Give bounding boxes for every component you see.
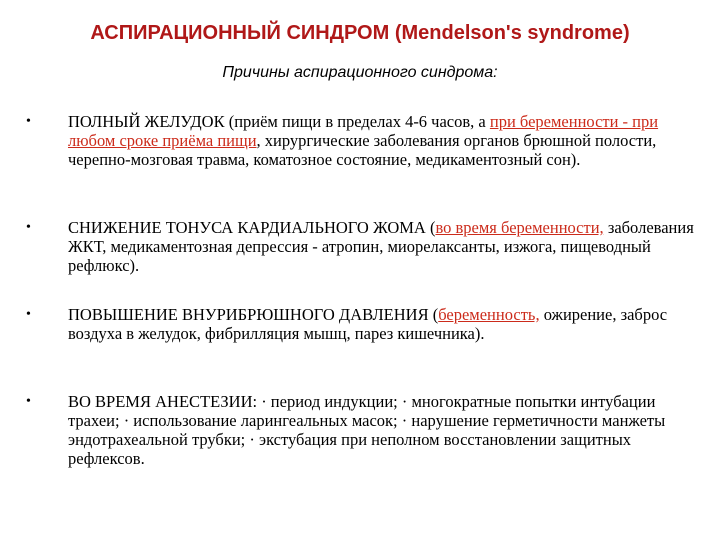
- item-highlight-link[interactable]: во время беременности,: [435, 218, 604, 237]
- list-item: [26, 218, 696, 275]
- subtitle: Причины аспирационного синдрома:: [222, 64, 498, 81]
- item-text: заболевания ЖКТ, медикаментозная депрессия - атропин, миорелаксанты, изжога, пищеводный рефлюкс).: [68, 218, 694, 275]
- item-highlight-link[interactable]: при беременности - при любом сроке приёма пищи: [68, 112, 659, 150]
- item-text: ПОЛНЫЙ ЖЕЛУДОК (приём пищи в пределах 4-6 часов, а: [68, 112, 490, 131]
- page-title: АСПИРАЦИОННЫЙ СИНДРОМ (Mendelson's syndrome): [90, 22, 630, 44]
- item-highlight-link[interactable]: беременность,: [438, 305, 540, 324]
- item-text: СНИЖЕНИЕ ТОНУСА КАРДИАЛЬНОГО ЖОМА (: [68, 218, 436, 237]
- item-text: ПОВЫШЕНИЕ ВНУРИБРЮШНОГО ДАВЛЕНИЯ (: [68, 305, 439, 324]
- list-item: [26, 305, 696, 343]
- item-text: ожирение, заброс воздуха в желудок, фибрилляция мышц, парез кишечника).: [68, 305, 668, 343]
- bullet-icon: •: [26, 114, 31, 129]
- bullet-icon: •: [26, 394, 31, 409]
- item-text: ВО ВРЕМЯ АНЕСТЕЗИИ: · период индукции; · многократные попытки интубации трахеи; · использование ларингеальных масок; · нарушение герметичности манжеты эндотрахеальной трубки; · экстубация при неполном восстановлении защитных рефлексов.: [68, 392, 666, 468]
- list-item: [26, 112, 696, 169]
- item-text: , хирургические заболевания органов брюшной полости, черепно-мозговая травма, коматозное состояние, медикаментозный сон).: [68, 131, 657, 169]
- bullet-icon: •: [26, 220, 31, 235]
- list-item: [26, 392, 696, 468]
- bullet-icon: •: [26, 307, 31, 322]
